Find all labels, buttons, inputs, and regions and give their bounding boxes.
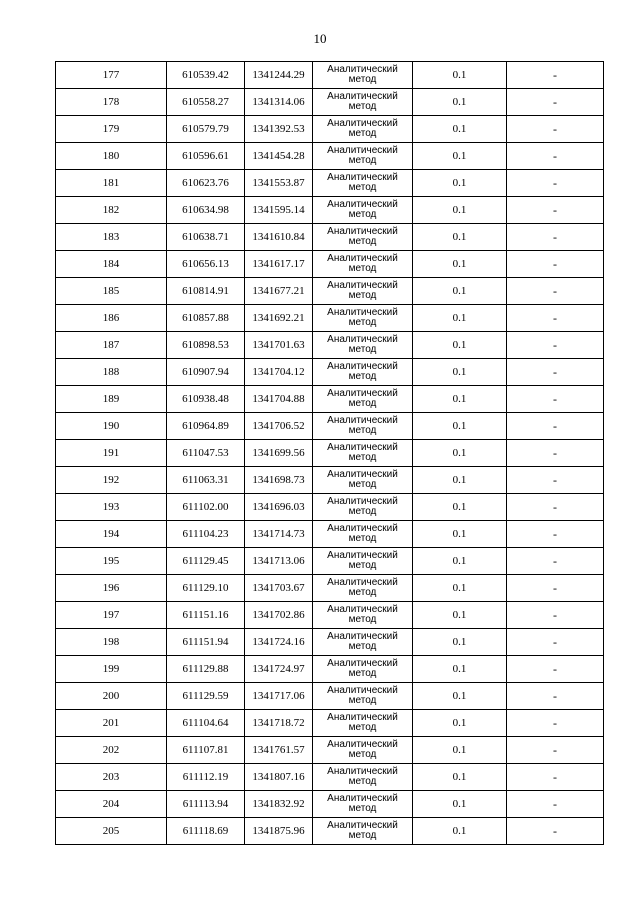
note-cell: - — [507, 386, 604, 413]
method-line-2: метод — [348, 398, 377, 409]
table-row — [56, 629, 604, 656]
table-row — [56, 683, 604, 710]
table-row — [56, 116, 604, 143]
method-cell — [313, 332, 413, 359]
x-coordinate-cell: 611151.16 — [167, 602, 245, 629]
method-line-1: Аналитический — [327, 253, 398, 264]
x-coordinate-cell: 610938.48 — [167, 386, 245, 413]
y-coordinate-cell: 1341610.84 — [245, 224, 313, 251]
accuracy-cell: 0.1 — [413, 89, 507, 116]
method-line-2: метод — [348, 803, 377, 814]
note-cell: - — [507, 791, 604, 818]
method-cell — [313, 440, 413, 467]
note-cell: - — [507, 413, 604, 440]
table-row — [56, 494, 604, 521]
accuracy-cell: 0.1 — [413, 305, 507, 332]
x-coordinate-cell: 610579.79 — [167, 116, 245, 143]
y-coordinate-cell: 1341314.06 — [245, 89, 313, 116]
y-coordinate-cell: 1341713.06 — [245, 548, 313, 575]
point-number-cell: 202 — [56, 737, 167, 764]
method-line-1: Аналитический — [327, 766, 398, 777]
table-row — [56, 359, 604, 386]
note-cell: - — [507, 305, 604, 332]
coordinates-table — [55, 61, 604, 845]
point-number-cell: 204 — [56, 791, 167, 818]
method-line-2: метод — [348, 236, 377, 247]
table-row — [56, 170, 604, 197]
x-coordinate-cell: 610638.71 — [167, 224, 245, 251]
method-cell — [313, 521, 413, 548]
method-cell — [313, 305, 413, 332]
method-line-2: метод — [348, 452, 377, 463]
point-number-cell: 182 — [56, 197, 167, 224]
method-line-1: Аналитический — [327, 307, 398, 318]
note-cell: - — [507, 494, 604, 521]
table-row — [56, 467, 604, 494]
table-row — [56, 278, 604, 305]
method-line-1: Аналитический — [327, 820, 398, 831]
method-cell — [313, 764, 413, 791]
point-number-cell: 195 — [56, 548, 167, 575]
method-line-1: Аналитический — [327, 469, 398, 480]
note-cell: - — [507, 575, 604, 602]
note-cell: - — [507, 683, 604, 710]
point-number-cell: 193 — [56, 494, 167, 521]
table-row — [56, 332, 604, 359]
method-line-1: Аналитический — [327, 577, 398, 588]
note-cell: - — [507, 629, 604, 656]
note-cell: - — [507, 143, 604, 170]
method-line-2: метод — [348, 371, 377, 382]
method-cell — [313, 548, 413, 575]
x-coordinate-cell: 610898.53 — [167, 332, 245, 359]
method-cell — [313, 656, 413, 683]
y-coordinate-cell: 1341704.88 — [245, 386, 313, 413]
point-number-cell: 180 — [56, 143, 167, 170]
y-coordinate-cell: 1341617.17 — [245, 251, 313, 278]
method-line-1: Аналитический — [327, 550, 398, 561]
accuracy-cell: 0.1 — [413, 62, 507, 89]
note-cell: - — [507, 197, 604, 224]
table-row — [56, 305, 604, 332]
point-number-cell: 185 — [56, 278, 167, 305]
accuracy-cell: 0.1 — [413, 575, 507, 602]
point-number-cell: 186 — [56, 305, 167, 332]
method-cell — [313, 629, 413, 656]
accuracy-cell: 0.1 — [413, 386, 507, 413]
method-line-2: метод — [348, 290, 377, 301]
y-coordinate-cell: 1341724.97 — [245, 656, 313, 683]
y-coordinate-cell: 1341595.14 — [245, 197, 313, 224]
y-coordinate-cell: 1341677.21 — [245, 278, 313, 305]
note-cell: - — [507, 548, 604, 575]
table-row — [56, 818, 604, 845]
y-coordinate-cell: 1341392.53 — [245, 116, 313, 143]
y-coordinate-cell: 1341692.21 — [245, 305, 313, 332]
note-cell: - — [507, 170, 604, 197]
point-number-cell: 187 — [56, 332, 167, 359]
method-cell — [313, 494, 413, 521]
method-cell — [313, 251, 413, 278]
method-cell — [313, 62, 413, 89]
method-line-2: метод — [348, 263, 377, 274]
accuracy-cell: 0.1 — [413, 224, 507, 251]
accuracy-cell: 0.1 — [413, 818, 507, 845]
accuracy-cell: 0.1 — [413, 332, 507, 359]
note-cell: - — [507, 224, 604, 251]
y-coordinate-cell: 1341714.73 — [245, 521, 313, 548]
method-line-2: метод — [348, 425, 377, 436]
accuracy-cell: 0.1 — [413, 359, 507, 386]
point-number-cell: 190 — [56, 413, 167, 440]
y-coordinate-cell: 1341698.73 — [245, 467, 313, 494]
method-line-2: метод — [348, 506, 377, 517]
method-cell — [313, 467, 413, 494]
table-row — [56, 440, 604, 467]
method-cell — [313, 170, 413, 197]
y-coordinate-cell: 1341718.72 — [245, 710, 313, 737]
note-cell: - — [507, 116, 604, 143]
method-line-1: Аналитический — [327, 712, 398, 723]
note-cell: - — [507, 710, 604, 737]
x-coordinate-cell: 611104.64 — [167, 710, 245, 737]
method-cell — [313, 197, 413, 224]
point-number-cell: 203 — [56, 764, 167, 791]
note-cell: - — [507, 656, 604, 683]
table-row — [56, 521, 604, 548]
method-line-1: Аналитический — [327, 685, 398, 696]
method-cell — [313, 89, 413, 116]
note-cell: - — [507, 737, 604, 764]
accuracy-cell: 0.1 — [413, 548, 507, 575]
method-cell — [313, 143, 413, 170]
accuracy-cell: 0.1 — [413, 683, 507, 710]
x-coordinate-cell: 611129.10 — [167, 575, 245, 602]
point-number-cell: 192 — [56, 467, 167, 494]
point-number-cell: 178 — [56, 89, 167, 116]
y-coordinate-cell: 1341699.56 — [245, 440, 313, 467]
method-cell — [313, 737, 413, 764]
accuracy-cell: 0.1 — [413, 629, 507, 656]
method-line-1: Аналитический — [327, 658, 398, 669]
method-line-1: Аналитический — [327, 199, 398, 210]
accuracy-cell: 0.1 — [413, 413, 507, 440]
accuracy-cell: 0.1 — [413, 791, 507, 818]
accuracy-cell: 0.1 — [413, 197, 507, 224]
point-number-cell: 197 — [56, 602, 167, 629]
method-line-2: метод — [348, 344, 377, 355]
method-line-1: Аналитический — [327, 496, 398, 507]
x-coordinate-cell: 611118.69 — [167, 818, 245, 845]
table-body — [56, 62, 604, 845]
point-number-cell: 179 — [56, 116, 167, 143]
accuracy-cell: 0.1 — [413, 656, 507, 683]
y-coordinate-cell: 1341701.63 — [245, 332, 313, 359]
method-line-2: метод — [348, 209, 377, 220]
y-coordinate-cell: 1341702.86 — [245, 602, 313, 629]
method-line-2: метод — [348, 533, 377, 544]
note-cell: - — [507, 467, 604, 494]
method-line-1: Аналитический — [327, 145, 398, 156]
x-coordinate-cell: 610964.89 — [167, 413, 245, 440]
table-row — [56, 656, 604, 683]
x-coordinate-cell: 611107.81 — [167, 737, 245, 764]
note-cell: - — [507, 602, 604, 629]
accuracy-cell: 0.1 — [413, 467, 507, 494]
accuracy-cell: 0.1 — [413, 602, 507, 629]
point-number-cell: 194 — [56, 521, 167, 548]
y-coordinate-cell: 1341724.16 — [245, 629, 313, 656]
method-line-1: Аналитический — [327, 442, 398, 453]
x-coordinate-cell: 611063.31 — [167, 467, 245, 494]
y-coordinate-cell: 1341244.29 — [245, 62, 313, 89]
table-row — [56, 575, 604, 602]
y-coordinate-cell: 1341832.92 — [245, 791, 313, 818]
x-coordinate-cell: 610857.88 — [167, 305, 245, 332]
table-row — [56, 251, 604, 278]
point-number-cell: 200 — [56, 683, 167, 710]
point-number-cell: 188 — [56, 359, 167, 386]
x-coordinate-cell: 610539.42 — [167, 62, 245, 89]
x-coordinate-cell: 610596.61 — [167, 143, 245, 170]
method-line-2: метод — [348, 749, 377, 760]
method-line-2: метод — [348, 776, 377, 787]
method-line-2: метод — [348, 641, 377, 652]
table-row — [56, 386, 604, 413]
y-coordinate-cell: 1341703.67 — [245, 575, 313, 602]
point-number-cell: 184 — [56, 251, 167, 278]
method-cell — [313, 602, 413, 629]
table-row — [56, 764, 604, 791]
y-coordinate-cell: 1341875.96 — [245, 818, 313, 845]
table-row — [56, 710, 604, 737]
method-line-2: метод — [348, 128, 377, 139]
note-cell: - — [507, 764, 604, 791]
method-cell — [313, 386, 413, 413]
method-line-1: Аналитический — [327, 64, 398, 75]
method-line-1: Аналитический — [327, 523, 398, 534]
method-line-2: метод — [348, 101, 377, 112]
x-coordinate-cell: 611129.88 — [167, 656, 245, 683]
method-line-2: метод — [348, 155, 377, 166]
method-line-2: метод — [348, 560, 377, 571]
x-coordinate-cell: 611102.00 — [167, 494, 245, 521]
y-coordinate-cell: 1341717.06 — [245, 683, 313, 710]
note-cell: - — [507, 359, 604, 386]
method-line-1: Аналитический — [327, 118, 398, 129]
x-coordinate-cell: 611104.23 — [167, 521, 245, 548]
method-line-1: Аналитический — [327, 739, 398, 750]
x-coordinate-cell: 610656.13 — [167, 251, 245, 278]
point-number-cell: 198 — [56, 629, 167, 656]
method-cell — [313, 278, 413, 305]
point-number-cell: 181 — [56, 170, 167, 197]
accuracy-cell: 0.1 — [413, 170, 507, 197]
table-row — [56, 791, 604, 818]
x-coordinate-cell: 610623.76 — [167, 170, 245, 197]
note-cell: - — [507, 332, 604, 359]
x-coordinate-cell: 611047.53 — [167, 440, 245, 467]
method-line-1: Аналитический — [327, 91, 398, 102]
method-cell — [313, 413, 413, 440]
method-line-1: Аналитический — [327, 334, 398, 345]
method-cell — [313, 575, 413, 602]
table-row — [56, 89, 604, 116]
point-number-cell: 201 — [56, 710, 167, 737]
note-cell: - — [507, 251, 604, 278]
table-row — [56, 737, 604, 764]
table-row — [56, 224, 604, 251]
method-line-1: Аналитический — [327, 415, 398, 426]
method-cell — [313, 224, 413, 251]
y-coordinate-cell: 1341704.12 — [245, 359, 313, 386]
method-cell — [313, 710, 413, 737]
method-line-1: Аналитический — [327, 361, 398, 372]
note-cell: - — [507, 62, 604, 89]
x-coordinate-cell: 611129.59 — [167, 683, 245, 710]
method-line-2: метод — [348, 668, 377, 679]
accuracy-cell: 0.1 — [413, 521, 507, 548]
x-coordinate-cell: 611113.94 — [167, 791, 245, 818]
accuracy-cell: 0.1 — [413, 440, 507, 467]
table-row — [56, 197, 604, 224]
accuracy-cell: 0.1 — [413, 251, 507, 278]
x-coordinate-cell: 610907.94 — [167, 359, 245, 386]
y-coordinate-cell: 1341553.87 — [245, 170, 313, 197]
x-coordinate-cell: 610634.98 — [167, 197, 245, 224]
page-number: 10 — [313, 31, 327, 46]
x-coordinate-cell: 610814.91 — [167, 278, 245, 305]
table-row — [56, 602, 604, 629]
table-row — [56, 143, 604, 170]
method-line-1: Аналитический — [327, 631, 398, 642]
note-cell: - — [507, 521, 604, 548]
method-line-2: метод — [348, 479, 377, 490]
point-number-cell: 189 — [56, 386, 167, 413]
y-coordinate-cell: 1341696.03 — [245, 494, 313, 521]
y-coordinate-cell: 1341454.28 — [245, 143, 313, 170]
table-row — [56, 548, 604, 575]
x-coordinate-cell: 611112.19 — [167, 764, 245, 791]
table-row — [56, 62, 604, 89]
method-line-1: Аналитический — [327, 172, 398, 183]
method-line-2: метод — [348, 587, 377, 598]
point-number-cell: 191 — [56, 440, 167, 467]
accuracy-cell: 0.1 — [413, 278, 507, 305]
point-number-cell: 199 — [56, 656, 167, 683]
method-cell — [313, 683, 413, 710]
method-line-2: метод — [348, 722, 377, 733]
accuracy-cell: 0.1 — [413, 494, 507, 521]
method-cell — [313, 818, 413, 845]
accuracy-cell: 0.1 — [413, 764, 507, 791]
accuracy-cell: 0.1 — [413, 710, 507, 737]
method-line-2: метод — [348, 317, 377, 328]
point-number-cell: 196 — [56, 575, 167, 602]
x-coordinate-cell: 611151.94 — [167, 629, 245, 656]
accuracy-cell: 0.1 — [413, 737, 507, 764]
table-row — [56, 413, 604, 440]
y-coordinate-cell: 1341761.57 — [245, 737, 313, 764]
y-coordinate-cell: 1341807.16 — [245, 764, 313, 791]
y-coordinate-cell: 1341706.52 — [245, 413, 313, 440]
note-cell: - — [507, 89, 604, 116]
method-line-2: метод — [348, 695, 377, 706]
method-cell — [313, 791, 413, 818]
accuracy-cell: 0.1 — [413, 143, 507, 170]
method-line-1: Аналитический — [327, 793, 398, 804]
point-number-cell: 205 — [56, 818, 167, 845]
method-line-1: Аналитический — [327, 226, 398, 237]
note-cell: - — [507, 440, 604, 467]
note-cell: - — [507, 278, 604, 305]
method-line-1: Аналитический — [327, 604, 398, 615]
method-line-2: метод — [348, 182, 377, 193]
note-cell: - — [507, 818, 604, 845]
method-line-2: метод — [348, 74, 377, 85]
method-cell — [313, 359, 413, 386]
method-line-2: метод — [348, 830, 377, 841]
accuracy-cell: 0.1 — [413, 116, 507, 143]
method-line-1: Аналитический — [327, 280, 398, 291]
method-line-2: метод — [348, 614, 377, 625]
method-line-1: Аналитический — [327, 388, 398, 399]
point-number-cell: 183 — [56, 224, 167, 251]
x-coordinate-cell: 611129.45 — [167, 548, 245, 575]
method-cell — [313, 116, 413, 143]
point-number-cell: 177 — [56, 62, 167, 89]
x-coordinate-cell: 610558.27 — [167, 89, 245, 116]
